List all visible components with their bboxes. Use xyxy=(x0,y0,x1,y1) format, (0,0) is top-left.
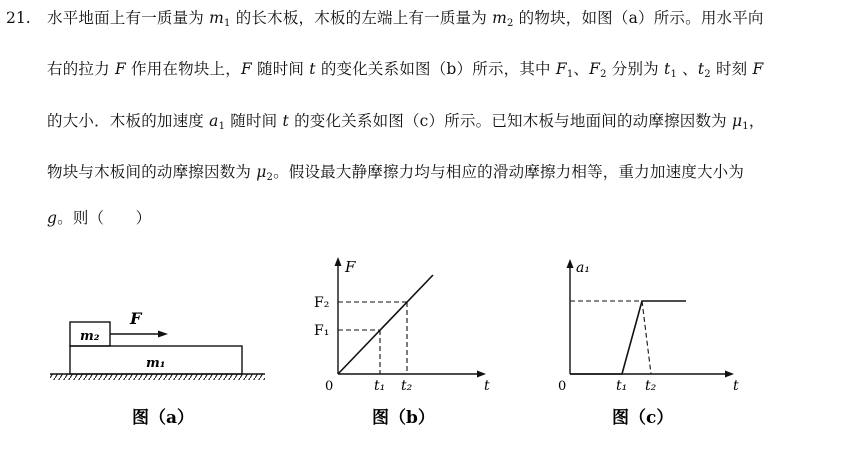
question-text: 作用在物块上， xyxy=(125,60,241,78)
b-f2-label: F₂ xyxy=(314,295,330,311)
question-text: 的大小．木板的加速度 xyxy=(47,112,210,130)
b-f1-label: F₁ xyxy=(314,323,330,339)
caption-a: 图（a） xyxy=(132,408,195,428)
b-x-label: t xyxy=(484,378,490,394)
b-y-label: F xyxy=(345,258,356,276)
c-x-label: t xyxy=(733,378,739,394)
caption-b: 图（b） xyxy=(372,408,435,428)
math-symbol: t xyxy=(282,112,289,130)
question-text: 的长木板，木板的左端上有一质量为 xyxy=(230,9,493,27)
force-arrowhead xyxy=(158,331,168,338)
question-text: ， xyxy=(748,112,765,130)
subscript: 1 xyxy=(670,69,678,80)
question-text: 的变化关系如图（c）所示。已知木板与地面间的动摩擦因数为 xyxy=(288,112,732,130)
question-text: 。假设最大静摩擦力均与相应的滑动摩擦力相等，重力加速度大小为 xyxy=(273,163,745,181)
figure-c xyxy=(558,259,739,428)
math-symbol: t xyxy=(664,60,671,78)
question-line-4 xyxy=(47,161,744,189)
force-label: F xyxy=(130,309,142,328)
question-number: 21. xyxy=(6,9,31,27)
c-t2-dash xyxy=(642,301,651,374)
b-x-arrowhead xyxy=(477,371,486,378)
question-text: 右的拉力 xyxy=(47,60,115,78)
subscript: 1 xyxy=(224,18,231,29)
question-text: 随时间 xyxy=(251,60,310,78)
subscript: 1 xyxy=(218,121,226,132)
b-t1-label: t₁ xyxy=(374,378,386,394)
math-symbol: t xyxy=(309,60,316,78)
subscript: 2 xyxy=(600,69,607,80)
math-symbol: F xyxy=(240,60,252,78)
subscript: 2 xyxy=(506,18,514,29)
question-text: 水平地面上有一质量为 xyxy=(47,9,210,27)
question-text: 、 xyxy=(677,60,698,78)
question-text: 物块与木板间的动摩擦因数为 xyxy=(47,163,257,181)
question-text: 的物块，如图（a）所示。用水平向 xyxy=(513,9,764,27)
math-symbol: a xyxy=(209,112,219,130)
math-symbol: F xyxy=(555,60,567,78)
subscript: 1 xyxy=(742,121,749,132)
c-origin-label: 0 xyxy=(558,379,567,394)
math-symbol: t xyxy=(697,60,705,78)
question-text: 随时间 xyxy=(225,112,283,130)
question-text: 、 xyxy=(573,60,590,78)
question-text: 。则（ ） xyxy=(57,209,152,227)
question-line-2 xyxy=(47,58,763,86)
c-x-arrowhead xyxy=(725,371,734,378)
subscript: 1 xyxy=(566,69,574,80)
b-origin-label: 0 xyxy=(325,379,334,394)
ground-hatch xyxy=(50,374,265,380)
caption-c: 图（c） xyxy=(612,408,674,428)
board-label: m₁ xyxy=(146,356,166,371)
math-symbol: μ xyxy=(256,163,267,181)
figure-a xyxy=(50,309,265,428)
c-accel-line xyxy=(570,301,686,374)
math-symbol: m xyxy=(492,9,507,27)
question-line-3 xyxy=(47,110,765,138)
question-text: 的变化关系如图（b）所示，其中 xyxy=(315,60,556,78)
question-text: 时刻 xyxy=(710,60,753,78)
math-symbol: g xyxy=(47,209,58,227)
question-line-1 xyxy=(47,7,764,35)
c-t2-label: t₂ xyxy=(645,378,657,394)
c-t1-label: t₁ xyxy=(616,378,628,394)
math-symbol: μ xyxy=(732,112,743,130)
b-force-line xyxy=(338,275,433,374)
subscript: 2 xyxy=(704,69,711,80)
b-y-arrowhead xyxy=(335,257,342,266)
math-symbol: F xyxy=(752,60,764,78)
math-symbol: m xyxy=(209,9,225,27)
math-symbol: F xyxy=(589,60,601,78)
question-line-5 xyxy=(47,207,151,229)
c-y-label: a₁ xyxy=(576,260,590,276)
question-text: 分别为 xyxy=(606,60,665,78)
subscript: 2 xyxy=(266,172,274,183)
block-label: m₂ xyxy=(80,329,100,344)
figures xyxy=(0,250,864,475)
b-t2-label: t₂ xyxy=(401,378,413,394)
figure-b xyxy=(314,257,490,428)
math-symbol: F xyxy=(114,60,126,78)
c-y-arrowhead xyxy=(567,259,574,268)
